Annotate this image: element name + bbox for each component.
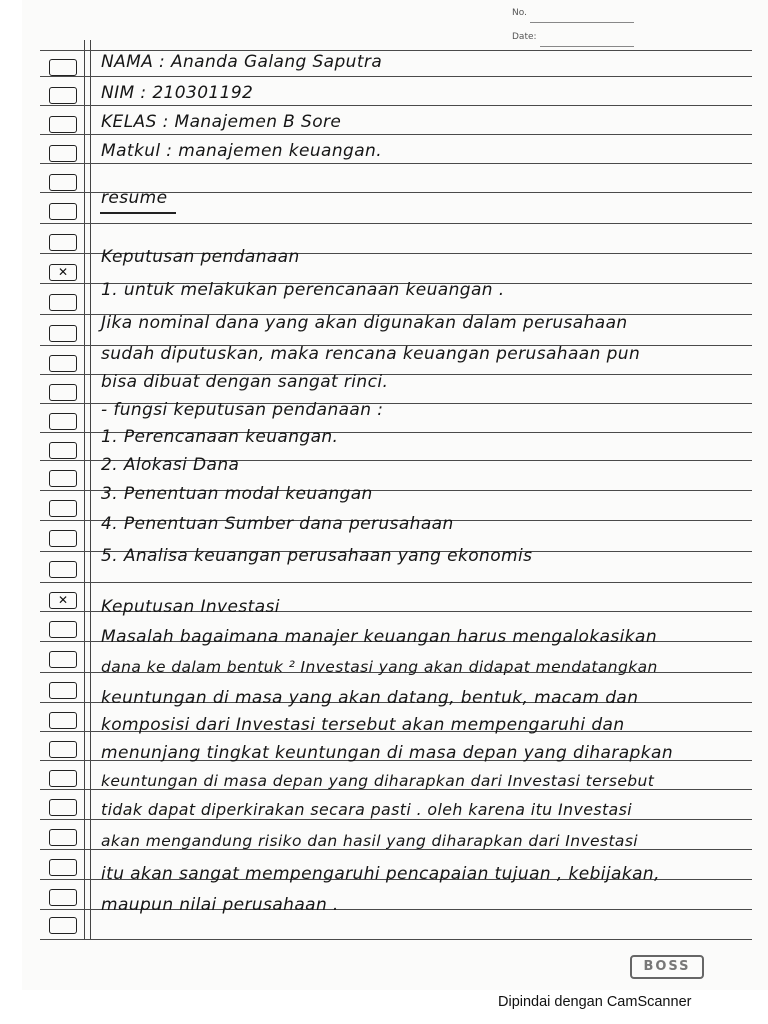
margin-checkbox[interactable] <box>49 712 77 729</box>
margin-checkbox[interactable] <box>49 294 77 311</box>
margin-checkbox[interactable] <box>49 174 77 191</box>
margin-checkbox[interactable] <box>49 325 77 342</box>
ruled-line <box>40 223 752 224</box>
list-item: 1. Perencanaan keuangan. <box>101 427 339 447</box>
nama-line: NAMA : Ananda Galang Saputra <box>101 52 383 72</box>
no-line <box>530 22 634 23</box>
margin-checkbox[interactable] <box>49 59 77 76</box>
text-line: 1. untuk melakukan perencanaan keuangan . <box>101 280 505 300</box>
paragraph-line: tidak dapat diperkirakan secara pasti . oleh karena itu Investasi <box>101 800 633 819</box>
margin-checkbox[interactable] <box>49 500 77 517</box>
margin-checkbox[interactable] <box>49 741 77 758</box>
ruled-line <box>40 939 752 940</box>
ruled-line <box>40 76 752 77</box>
margin-checkbox[interactable] <box>49 355 77 372</box>
margin-checkbox[interactable] <box>49 116 77 133</box>
paragraph-line: maupun nilai perusahaan . <box>101 895 339 915</box>
text-line: - fungsi keputusan pendanaan : <box>101 400 384 420</box>
ruled-line <box>40 819 752 820</box>
text-line: Jika nominal dana yang akan digunakan dalam perusahaan <box>101 313 628 333</box>
margin-checkbox[interactable] <box>49 442 77 459</box>
ruled-line <box>40 582 752 583</box>
margin-checkbox[interactable] <box>49 561 77 578</box>
date-line <box>540 46 634 47</box>
margin-checkbox[interactable] <box>49 384 77 401</box>
paragraph-line: menunjang tingkat keuntungan di masa depan yang diharapkan <box>101 743 673 763</box>
margin-checkbox[interactable] <box>49 234 77 251</box>
boss-logo: BOSS <box>630 955 704 979</box>
date-label: Date: <box>512 32 537 42</box>
paragraph-line: komposisi dari Investasi tersebut akan mempengaruhi dan <box>101 715 625 735</box>
margin-checkbox[interactable]: ✕ <box>49 264 77 281</box>
margin-checkbox[interactable] <box>49 87 77 104</box>
text-line: sudah diputuskan, maka rencana keuangan perusahaan pun <box>101 344 641 364</box>
ruled-line <box>40 50 752 51</box>
paragraph-line: dana ke dalam bentuk ² Investasi yang akan didapat mendatangkan <box>101 658 658 676</box>
margin-checkbox[interactable] <box>49 682 77 699</box>
section-keputusan-pendanaan: Keputusan pendanaan <box>101 247 300 267</box>
paragraph-line: keuntungan di masa yang akan datang, bentuk, macam dan <box>101 688 639 708</box>
margin-checkbox[interactable]: ✕ <box>49 592 77 609</box>
margin-checkbox[interactable] <box>49 917 77 934</box>
margin-checkbox[interactable] <box>49 859 77 876</box>
kelas-line: KELAS : Manajemen B Sore <box>101 112 342 132</box>
nim-line: NIM : 210301192 <box>101 83 254 103</box>
section-keputusan-investasi: Keputusan Investasi <box>101 597 280 617</box>
paragraph-line: akan mengandung risiko dan hasil yang diharapkan dari Investasi <box>101 832 639 850</box>
list-item: 3. Penentuan modal keuangan <box>101 484 373 504</box>
ruled-line <box>40 105 752 106</box>
paragraph-line: Masalah bagaimana manajer keuangan harus mengalokasikan <box>101 627 658 647</box>
margin-checkbox[interactable] <box>49 470 77 487</box>
no-label: No. <box>512 8 527 18</box>
list-item: 5. Analisa keuangan perusahaan yang ekonomis <box>101 546 533 566</box>
camscanner-watermark: Dipindai dengan CamScanner <box>498 994 692 1010</box>
margin-checkbox[interactable] <box>49 799 77 816</box>
margin-checkbox[interactable] <box>49 145 77 162</box>
resume-heading: resume <box>101 188 168 208</box>
margin-checkbox[interactable] <box>49 413 77 430</box>
paragraph-line: itu akan sangat mempengaruhi pencapaian tujuan , kebijakan, <box>101 864 660 884</box>
margin-checkbox[interactable] <box>49 203 77 220</box>
margin-checkbox[interactable] <box>49 770 77 787</box>
list-item: 2. Alokasi Dana <box>101 455 240 475</box>
ruled-line <box>40 163 752 164</box>
list-item: 4. Penentuan Sumber dana perusahaan <box>101 514 454 534</box>
matkul-line: Matkul : manajemen keuangan. <box>101 141 383 161</box>
margin-checkbox[interactable] <box>49 621 77 638</box>
margin-checkbox[interactable] <box>49 889 77 906</box>
margin-checkbox[interactable] <box>49 829 77 846</box>
text-line: bisa dibuat dengan sangat rinci. <box>101 372 389 392</box>
ruled-line <box>40 134 752 135</box>
margin-checkbox[interactable] <box>49 530 77 547</box>
resume-underline <box>100 212 176 214</box>
margin-checkbox[interactable] <box>49 651 77 668</box>
paragraph-line: keuntungan di masa depan yang diharapkan dari Investasi tersebut <box>101 772 655 790</box>
